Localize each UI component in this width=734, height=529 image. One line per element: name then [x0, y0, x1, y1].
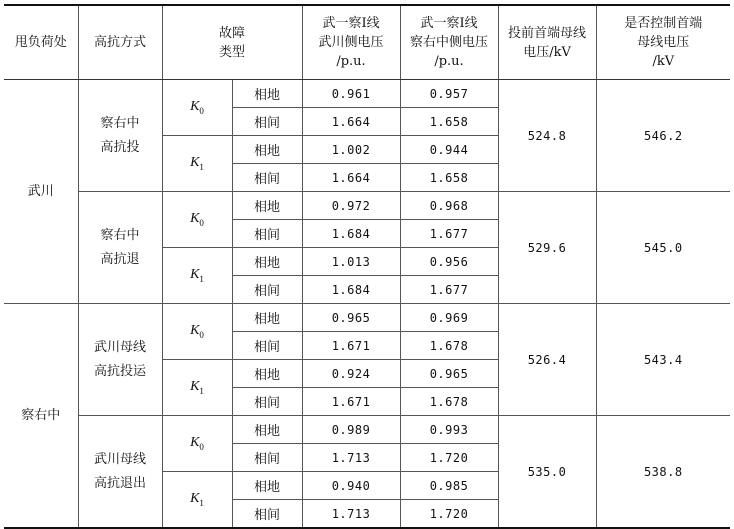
- header-bus-voltage-control: 是否控制首端 母线电压 /kV: [596, 5, 730, 80]
- reactor-mode-cell: [78, 192, 162, 304]
- fault-point-letter: K: [190, 155, 200, 171]
- chayouzhong-voltage-cell: 1.658: [400, 164, 498, 192]
- wuchuan-voltage-cell: 1.671: [302, 332, 400, 360]
- fault-type-cell: 相间: [232, 276, 302, 304]
- chayouzhong-voltage-cell: 1.677: [400, 220, 498, 248]
- wuchuan-voltage-cell: 1.713: [302, 500, 400, 529]
- chayouzhong-voltage-cell: 0.968: [400, 192, 498, 220]
- wuchuan-voltage-cell: 1.002: [302, 136, 400, 164]
- chayouzhong-voltage-cell: 0.956: [400, 248, 498, 276]
- fault-type-cell: 相地: [232, 360, 302, 388]
- fault-point-subscript: 1: [199, 385, 204, 396]
- fault-type-cell: 相地: [232, 80, 302, 108]
- fault-k1-cell: [162, 136, 232, 192]
- reactor-mode-line: 察右中: [100, 115, 140, 131]
- chayouzhong-voltage-cell: 0.957: [400, 80, 498, 108]
- bus-voltage-before-cell: 535.0: [498, 416, 596, 529]
- fault-type-cell: 相间: [232, 332, 302, 360]
- wuchuan-voltage-cell: 0.972: [302, 192, 400, 220]
- header-location: 甩负荷处: [4, 5, 78, 80]
- location-cell: 武川: [4, 80, 78, 304]
- reactor-mode-line: 高抗投运: [93, 363, 146, 379]
- fault-point-subscript: 1: [199, 497, 204, 508]
- reactor-mode-cell: [78, 416, 162, 529]
- fault-k1-cell: [162, 472, 232, 529]
- chayouzhong-voltage-cell: 0.993: [400, 416, 498, 444]
- chayouzhong-voltage-cell: 1.678: [400, 332, 498, 360]
- fault-type-cell: 相地: [232, 136, 302, 164]
- wuchuan-voltage-cell: 1.684: [302, 220, 400, 248]
- reactor-mode-cell: [78, 304, 162, 416]
- reactor-mode-line: 高抗退: [100, 251, 140, 267]
- fault-k0-cell: [162, 304, 232, 360]
- fault-type-cell: 相间: [232, 444, 302, 472]
- chayouzhong-voltage-cell: 1.658: [400, 108, 498, 136]
- table-row: [4, 80, 730, 108]
- table-row: [4, 304, 730, 332]
- wuchuan-voltage-cell: 0.924: [302, 360, 400, 388]
- fault-k1-cell: [162, 248, 232, 304]
- reactor-mode-line: 察右中: [100, 227, 140, 243]
- chayouzhong-voltage-cell: 0.944: [400, 136, 498, 164]
- fault-point-subscript: 0: [199, 105, 204, 116]
- fault-point-letter: K: [190, 491, 200, 507]
- header-fault-type: 故障 类型: [162, 5, 302, 80]
- fault-type-cell: 相地: [232, 304, 302, 332]
- table-row: [4, 416, 730, 444]
- fault-point-subscript: 0: [199, 329, 204, 340]
- fault-point-letter: K: [190, 379, 200, 395]
- chayouzhong-voltage-cell: 1.677: [400, 276, 498, 304]
- fault-point-label: [190, 267, 204, 282]
- bus-voltage-before-cell: 529.6: [498, 192, 596, 304]
- wuchuan-voltage-cell: 0.965: [302, 304, 400, 332]
- fault-point-letter: K: [190, 211, 200, 227]
- fault-type-cell: 相间: [232, 220, 302, 248]
- location-cell: 察右中: [4, 304, 78, 529]
- chayouzhong-voltage-cell: 1.720: [400, 444, 498, 472]
- wuchuan-voltage-cell: 1.713: [302, 444, 400, 472]
- wuchuan-voltage-cell: 1.664: [302, 108, 400, 136]
- wuchuan-voltage-cell: 1.013: [302, 248, 400, 276]
- bus-voltage-control-cell: 538.8: [596, 416, 730, 529]
- fault-point-label: [190, 211, 204, 226]
- wuchuan-voltage-cell: 0.961: [302, 80, 400, 108]
- reactor-mode-line: 高抗退出: [93, 475, 146, 491]
- fault-point-label: [190, 435, 204, 450]
- fault-type-cell: 相间: [232, 500, 302, 529]
- bus-voltage-control-cell: 546.2: [596, 80, 730, 192]
- bus-voltage-before-cell: 526.4: [498, 304, 596, 416]
- bus-voltage-control-cell: 545.0: [596, 192, 730, 304]
- fault-type-cell: 相地: [232, 472, 302, 500]
- fault-k0-cell: [162, 192, 232, 248]
- fault-k1-cell: [162, 360, 232, 416]
- fault-type-cell: 相间: [232, 108, 302, 136]
- fault-type-cell: 相间: [232, 388, 302, 416]
- fault-k0-cell: [162, 80, 232, 136]
- fault-point-label: [190, 155, 204, 170]
- header-bus-voltage-before: 投前首端母线 电压/kV: [498, 5, 596, 80]
- voltage-table: [4, 4, 730, 529]
- chayouzhong-voltage-cell: 1.678: [400, 388, 498, 416]
- wuchuan-voltage-cell: 1.664: [302, 164, 400, 192]
- chayouzhong-voltage-cell: 0.985: [400, 472, 498, 500]
- chayouzhong-voltage-cell: 0.965: [400, 360, 498, 388]
- reactor-mode-line: 武川母线: [93, 339, 146, 355]
- wuchuan-voltage-cell: 1.671: [302, 388, 400, 416]
- wuchuan-voltage-cell: 0.989: [302, 416, 400, 444]
- fault-point-letter: K: [190, 435, 200, 451]
- wuchuan-voltage-cell: 1.684: [302, 276, 400, 304]
- header-wuchuan-voltage: 武一察Ⅰ线 武川侧电压 /p.u.: [302, 5, 400, 80]
- fault-point-label: [190, 491, 204, 506]
- data-table-container: [4, 4, 730, 529]
- fault-point-letter: K: [190, 323, 200, 339]
- fault-point-label: [190, 379, 204, 394]
- reactor-mode-line: 武川母线: [93, 451, 146, 467]
- fault-type-cell: 相地: [232, 248, 302, 276]
- bus-voltage-control-cell: 543.4: [596, 304, 730, 416]
- reactor-mode-line: 高抗投: [100, 139, 140, 155]
- bus-voltage-before-cell: 524.8: [498, 80, 596, 192]
- fault-type-cell: 相地: [232, 416, 302, 444]
- fault-type-cell: 相间: [232, 164, 302, 192]
- header-chayouzhong-voltage: 武一察Ⅰ线 察右中侧电压 /p.u.: [400, 5, 498, 80]
- table-body: [4, 80, 730, 529]
- table-row: [4, 192, 730, 220]
- fault-point-label: [190, 99, 204, 114]
- fault-point-letter: K: [190, 99, 200, 115]
- fault-point-subscript: 1: [199, 161, 204, 172]
- chayouzhong-voltage-cell: 0.969: [400, 304, 498, 332]
- wuchuan-voltage-cell: 0.940: [302, 472, 400, 500]
- fault-k0-cell: [162, 416, 232, 472]
- fault-point-subscript: 0: [199, 217, 204, 228]
- fault-point-letter: K: [190, 267, 200, 283]
- header-reactor-mode: 高抗方式: [78, 5, 162, 80]
- chayouzhong-voltage-cell: 1.720: [400, 500, 498, 529]
- reactor-mode-cell: [78, 80, 162, 192]
- fault-point-subscript: 1: [199, 273, 204, 284]
- header-row: [4, 5, 730, 80]
- fault-point-subscript: 0: [199, 441, 204, 452]
- fault-type-cell: 相地: [232, 192, 302, 220]
- fault-point-label: [190, 323, 204, 338]
